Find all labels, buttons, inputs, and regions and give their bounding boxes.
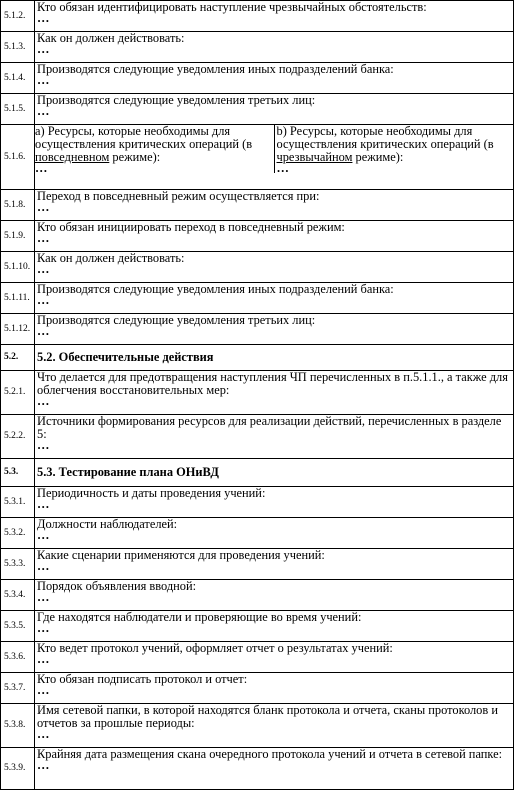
row-number: 5.3.4.: [1, 580, 35, 611]
form-row: [1, 252, 514, 283]
question-text: Производятся следующие уведомления иных подразделений банка:: [37, 282, 394, 296]
row-content: [35, 580, 514, 611]
resources-subtable: [35, 125, 513, 173]
question-text: Кто обязан инициировать переход в повседневный режим:: [37, 220, 345, 234]
answer-placeholder[interactable]: …: [37, 497, 50, 511]
row-number: 5.3.8.: [1, 704, 35, 748]
answer-placeholder[interactable]: …: [276, 161, 290, 175]
resources-everyday-pre: a) Ресурсы, которые необходимы для осуществления критических операций (в: [35, 124, 253, 151]
row-number: 5.1.2.: [1, 1, 35, 32]
answer-placeholder[interactable]: …: [37, 559, 50, 573]
row-number: 5.3.3.: [1, 549, 35, 580]
form-row: [1, 673, 514, 704]
form-row: [1, 518, 514, 549]
form-row: [1, 580, 514, 611]
section-title: 5.2. Обеспечительные действия: [35, 345, 514, 371]
form-row: [1, 415, 514, 459]
section-header-row: [1, 459, 514, 487]
section-number: 5.2.: [1, 345, 35, 371]
answer-placeholder[interactable]: …: [37, 200, 50, 214]
resources-emergency-post: режиме):: [352, 150, 404, 164]
section-number: 5.3.: [1, 459, 35, 487]
row-content: [35, 371, 514, 415]
row-content: [35, 63, 514, 94]
row-content: [35, 125, 514, 190]
row-number: 5.2.2.: [1, 415, 35, 459]
row-content: [35, 1, 514, 32]
form-row: [1, 314, 514, 345]
form-row: [1, 63, 514, 94]
row-number: 5.3.6.: [1, 642, 35, 673]
form-row: [1, 283, 514, 314]
section-header-row: [1, 345, 514, 371]
question-text: Кто обязан подписать протокол и отчет:: [37, 672, 248, 686]
row-number: 5.1.4.: [1, 63, 35, 94]
form-row-split: [1, 125, 514, 190]
question-text: Производятся следующие уведомления третьих лиц:: [37, 93, 316, 107]
row-content: [35, 642, 514, 673]
question-text: Порядок объявления вводной:: [37, 579, 197, 593]
question-text: Должности наблюдателей:: [37, 517, 178, 531]
answer-placeholder[interactable]: …: [37, 11, 50, 25]
form-row: [1, 748, 514, 790]
question-text: Переход в повседневный режим осуществляется при:: [37, 189, 320, 203]
resources-everyday-mode: повседневном: [35, 150, 110, 164]
section-title: 5.3. Тестирование плана ОНиВД: [35, 459, 514, 487]
row-content: [35, 415, 514, 459]
row-content: [35, 314, 514, 345]
row-content: [35, 518, 514, 549]
question-text: Где находятся наблюдатели и проверяющие во время учений:: [37, 610, 362, 624]
row-content: [35, 190, 514, 221]
answer-placeholder[interactable]: …: [37, 262, 50, 276]
question-text: Периодичность и даты проведения учений:: [37, 486, 266, 500]
row-number: 5.1.9.: [1, 221, 35, 252]
row-content: [35, 252, 514, 283]
row-content: [35, 283, 514, 314]
row-content: [35, 487, 514, 518]
row-number: 5.1.6.: [1, 125, 35, 190]
row-number: 5.1.10.: [1, 252, 35, 283]
row-content: [35, 221, 514, 252]
answer-placeholder[interactable]: …: [37, 683, 50, 697]
row-number: 5.1.12.: [1, 314, 35, 345]
question-text: Имя сетевой папки, в которой находятся бланк протокола и отчета, сканы протоколов и отчетов за прошлые периоды:: [37, 703, 498, 730]
answer-placeholder[interactable]: …: [37, 528, 50, 542]
resources-emergency-mode: чрезвычайном: [276, 150, 353, 164]
form-row: [1, 371, 514, 415]
answer-placeholder[interactable]: …: [37, 652, 50, 666]
question-text: Крайняя дата размещения скана очередного протокола учений и отчета в сетевой папке:: [37, 747, 503, 761]
row-number: 5.3.5.: [1, 611, 35, 642]
row-content: [35, 673, 514, 704]
form-row: [1, 94, 514, 125]
row-number: 5.1.8.: [1, 190, 35, 221]
resources-everyday: [35, 125, 274, 173]
question-text: Как он должен действовать:: [37, 251, 185, 265]
form-row: [1, 704, 514, 748]
answer-placeholder[interactable]: …: [37, 42, 50, 56]
answer-placeholder[interactable]: …: [35, 161, 48, 175]
form-row: [1, 642, 514, 673]
answer-placeholder[interactable]: …: [37, 324, 50, 338]
question-text: Кто ведет протокол учений, оформляет отчет о результатах учений:: [37, 641, 393, 655]
form-row: [1, 32, 514, 63]
answer-placeholder[interactable]: …: [37, 727, 50, 741]
form-row: [1, 487, 514, 518]
form-row: [1, 549, 514, 580]
question-text: Что делается для предотвращения наступления ЧП перечисленных в п.5.1.1., а также для облегчения восстановительных мер:: [37, 370, 508, 397]
answer-placeholder[interactable]: …: [37, 73, 50, 87]
resources-emergency-pre: b) Ресурсы, которые необходимы для осуществления критических операций (в: [276, 124, 494, 151]
row-number: 5.3.7.: [1, 673, 35, 704]
answer-placeholder[interactable]: …: [37, 438, 50, 452]
question-text: Производятся следующие уведомления третьих лиц:: [37, 313, 316, 327]
answer-placeholder[interactable]: …: [37, 621, 50, 635]
row-content: [35, 549, 514, 580]
question-text: Как он должен действовать:: [37, 31, 185, 45]
question-text: Источники формирования ресурсов для реализации действий, перечисленных в разделе 5:: [37, 414, 502, 441]
row-number: 5.3.9.: [1, 748, 35, 790]
resources-everyday-post: режиме):: [109, 150, 161, 164]
row-number: 5.3.2.: [1, 518, 35, 549]
form-row: [1, 611, 514, 642]
row-number: 5.1.11.: [1, 283, 35, 314]
resources-emergency: [274, 125, 513, 173]
row-content: [35, 611, 514, 642]
question-text: Какие сценарии применяются для проведения учений:: [37, 548, 325, 562]
row-number: 5.3.1.: [1, 487, 35, 518]
row-number: 5.1.5.: [1, 94, 35, 125]
form-row: [1, 1, 514, 32]
row-content: [35, 32, 514, 63]
form-row: [1, 221, 514, 252]
row-number: 5.1.3.: [1, 32, 35, 63]
row-number: 5.2.1.: [1, 371, 35, 415]
question-text: Производятся следующие уведомления иных подразделений банка:: [37, 62, 394, 76]
row-content: [35, 704, 514, 748]
question-text: Кто обязан идентифицировать наступление чрезвычайных обстоятельств:: [37, 0, 427, 14]
row-content: [35, 94, 514, 125]
form-row: [1, 190, 514, 221]
answer-placeholder[interactable]: …: [37, 293, 50, 307]
answer-placeholder[interactable]: …: [37, 758, 50, 772]
row-content: [35, 748, 514, 790]
answer-placeholder[interactable]: …: [37, 394, 50, 408]
answer-placeholder[interactable]: …: [37, 590, 50, 604]
answer-placeholder[interactable]: …: [37, 104, 50, 118]
answer-placeholder[interactable]: …: [37, 231, 50, 245]
